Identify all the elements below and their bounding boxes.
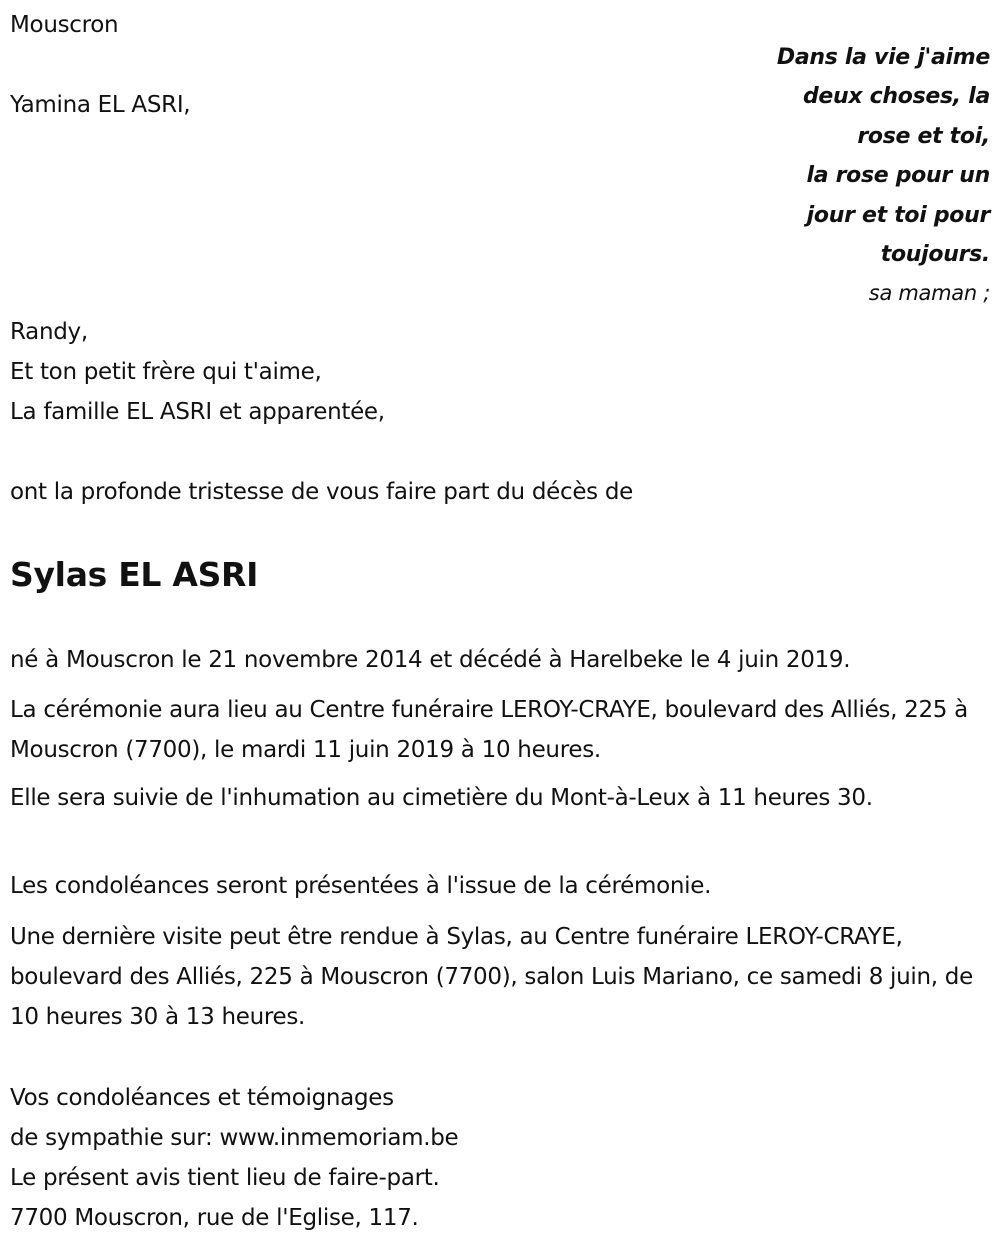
poem-line: jour et toi pour — [806, 202, 990, 228]
poem-line: deux choses, la — [802, 84, 990, 110]
footer-line: 7700 Mouscron, rue de l'Eglise, 117. — [10, 1205, 419, 1231]
family-line: Randy, — [10, 319, 88, 345]
poem-line: Dans la vie j'aime — [776, 45, 990, 70]
ceremony: La cérémonie aura lieu au Centre funéraire LEROY-CRAYE, boulevard des Alliés, 225 à Mouscron (7700), le mardi 11 juin 2019 à 10 heures. — [10, 697, 968, 763]
poem-line: toujours. — [880, 242, 990, 268]
footer-line: Le présent avis tient lieu de faire-part. — [10, 1165, 440, 1191]
family-line: Et ton petit frère qui t'aime, — [10, 359, 322, 385]
place: Mouscron — [10, 12, 119, 38]
footer-line: Vos condoléances et témoignages — [10, 1085, 394, 1111]
burial: Elle sera suivie de l'inhumation au cimetière du Mont-à-Leux à 11 heures 30. — [10, 785, 873, 811]
deceased-name: Sylas EL ASRI — [10, 555, 259, 594]
poem-line: rose et toi, — [857, 123, 990, 149]
condolences: Les condoléances seront présentées à l'issue de la cérémonie. — [10, 873, 712, 899]
footer-line: de sympathie sur: www.inmemoriam.be — [10, 1125, 459, 1151]
poem — [777, 38, 990, 314]
poem-signature: sa maman ; — [868, 281, 990, 306]
announcement: ont la profonde tristesse de vous faire part du décès de — [10, 479, 634, 505]
mother-name: Yamina EL ASRI, — [10, 92, 191, 118]
birth-death: né à Mouscron le 21 novembre 2014 et décédé à Harelbeke le 4 juin 2019. — [10, 647, 851, 673]
family-line: La famille EL ASRI et apparentée, — [10, 399, 385, 425]
poem-line: la rose pour un — [806, 163, 990, 189]
last-visit: Une dernière visite peut être rendue à Sylas, au Centre funéraire LEROY-CRAYE, boulevard des Alliés, 225 à Mouscron (7700), salon Luis Mariano, ce samedi 8 juin, de 10 heures 30 à 13 heures. — [10, 924, 973, 1030]
